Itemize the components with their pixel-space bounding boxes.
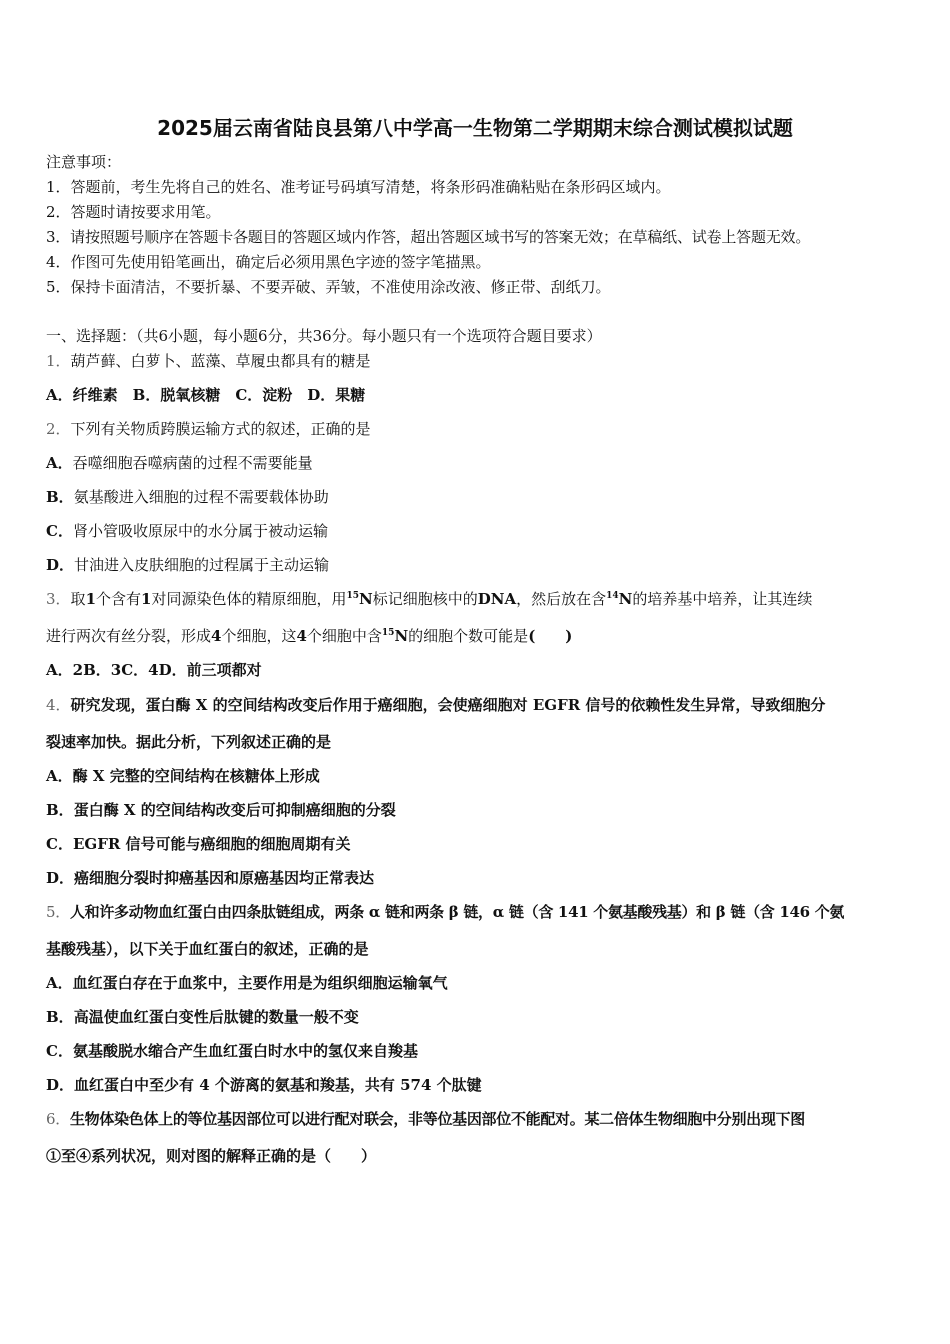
question-4-option-b (46, 800, 910, 820)
option-text: 肾小管吸收原尿中的水分属于被动运输 (72, 522, 328, 540)
q3-number-value: 4 (211, 627, 222, 645)
q3-text: 标记细胞核中的 (372, 590, 478, 608)
option-text: 血红蛋白存在于血浆中，主要作用是为组织细胞运输氧气 (72, 974, 448, 992)
q3-text: 进行两次有丝分裂，形成 (46, 627, 212, 645)
q3-text: 个细胞，这 (221, 627, 297, 645)
notice-item-5: 5．保持卡面清洁，不要折暴、不要弄破、弄皱，不准使用涂改液、修正带、刮纸刀。 (46, 278, 611, 296)
question-4-option-d (46, 868, 910, 888)
q3-text: 对同源染色体的精原细胞，用 (151, 590, 347, 608)
question-6-stem-line-1 (46, 1109, 910, 1129)
question-6-number: 6． (46, 1110, 70, 1128)
question-2-number: 2． (46, 420, 71, 438)
q3-text: ，然后放在含 (516, 590, 607, 608)
q3-element-symbol: N (394, 627, 409, 645)
question-5-text: 人和许多动物血红蛋白由四条肽链组成，两条 α 链和两条 β 链，α 链（含 141 个氨基酸残基）和 β 链（含 146 个氨 (69, 903, 845, 921)
question-1-number: 1． (46, 352, 71, 370)
option-text: 蛋白酶 X 的空间结构改变后可抑制癌细胞的分裂 (73, 801, 396, 819)
question-5-stem-line-1 (46, 902, 910, 922)
q3-number-value: 1 (85, 590, 96, 608)
option-text: 高温使血红蛋白变性后肽键的数量一般不变 (73, 1008, 359, 1026)
notice-item-1: 1．答题前，考生先将自己的姓名、准考证号码填写清楚，将条形码准确粘贴在条形码区域内。 (46, 178, 671, 196)
option-label: C． (46, 1042, 73, 1060)
q3-element-symbol: N (618, 590, 633, 608)
q3-text: 取 (70, 590, 86, 608)
question-6-text: 生物体染色体上的等位基因部位可以进行配对联会，非等位基因部位不能配对。某二倍体生物细胞中分别出现下图 (69, 1110, 805, 1128)
q3-text: 个细胞中含 (306, 627, 382, 645)
option-text: 氨基酸脱水缩合产生血红蛋白时水中的氢仅来自羧基 (72, 1042, 418, 1060)
question-4-text: 研究发现，蛋白酶 X 的空间结构改变后作用于癌细胞，会使癌细胞对 EGFR 信号的依赖性发生异常，导致细胞分 (70, 696, 826, 714)
option-text: 癌细胞分裂时抑癌基因和原癌基因均正常表达 (74, 869, 375, 887)
notice-item-3: 3．请按照题号顺序在答题卡各题目的答题区域内作答，超出答题区域书写的答案无效；在草稿纸、试卷上答题无效。 (46, 228, 811, 246)
question-5-stem-line-2: 基酸残基），以下关于血红蛋白的叙述，正确的是 (46, 940, 369, 958)
q3-dna: DNA (477, 590, 517, 608)
notice-item-4: 4．作图可先使用铅笔画出，确定后必须用黑色字迹的签字笔描黑。 (46, 253, 491, 271)
q3-answer-blank: ( ) (528, 627, 573, 645)
option-label: A． (46, 974, 73, 992)
question-3-stem-line-2 (46, 626, 910, 646)
option-label: C． (46, 522, 73, 540)
option-label: A． (46, 767, 73, 785)
q3-isotope-superscript: 15 (346, 591, 359, 601)
question-2-option-d (46, 555, 910, 575)
question-4-option-a (46, 766, 910, 786)
notice-heading: 注意事项： (46, 153, 122, 171)
option-text: 酶 X 完整的空间结构在核糖体上形成 (72, 767, 320, 785)
question-4-stem-line-2: 裂速率加快。据此分析，下列叙述正确的是 (46, 733, 332, 751)
option-text: 血红蛋白中至少有 4 个游离的氨基和羧基，共有 574 个肽键 (74, 1076, 482, 1094)
option-label: B． (46, 801, 74, 819)
question-2-text: 下列有关物质跨膜运输方式的叙述，正确的是 (70, 420, 371, 438)
question-5-option-d (46, 1075, 910, 1095)
q3-text: 的细胞个数可能是 (408, 627, 529, 645)
question-1-text: 葫芦藓、白萝卜、蓝藻、草履虫都具有的糖是 (70, 352, 371, 370)
question-3-number: 3． (46, 590, 71, 608)
question-2-option-b (46, 487, 910, 507)
option-label: D． (46, 556, 75, 574)
question-1-stem (46, 351, 910, 371)
q3-isotope-superscript: 15 (381, 628, 395, 638)
question-5-option-a (46, 973, 910, 993)
q3-number-value: 4 (296, 627, 307, 645)
q3-number-value: 1 (141, 590, 152, 608)
q3-isotope-superscript: 14 (606, 591, 619, 601)
question-4-option-c (46, 834, 910, 854)
option-label: C． (46, 835, 73, 853)
option-label: B． (46, 1008, 74, 1026)
question-5-option-b (46, 1007, 910, 1027)
option-label: A． (46, 454, 73, 472)
option-label: D． (46, 1076, 75, 1094)
option-text: 甘油进入皮肤细胞的过程属于主动运输 (74, 556, 330, 574)
option-text: 吞噬细胞吞噬病菌的过程不需要能量 (72, 454, 313, 472)
question-2-option-a (46, 453, 910, 473)
notice-item-2: 2．答题时请按要求用笔。 (46, 203, 221, 221)
question-6-stem-line-2: ①至④系列状况，则对图的解释正确的是（ ） (46, 1147, 377, 1165)
question-1-options: A．纤维素 B．脱氧核糖 C．淀粉 D．果糖 (46, 386, 366, 404)
q3-text: 的培养基中培养，让其连续 (632, 590, 813, 608)
option-label: D． (46, 869, 75, 887)
question-2-stem (46, 419, 910, 439)
page-title: 2025届云南省陆良县第八中学高一生物第二学期期末综合测试模拟试题 (157, 116, 793, 140)
option-text: 氨基酸进入细胞的过程不需要载体协助 (73, 488, 329, 506)
question-4-stem-line-1 (46, 695, 910, 715)
section-heading: 一、选择题：（共6小题，每小题6分，共36分。每小题只有一个选项符合题目要求） (46, 327, 602, 345)
q3-element-symbol: N (359, 590, 373, 608)
question-3-stem-line-1 (46, 589, 910, 609)
question-5-number: 5． (46, 903, 70, 921)
option-text: EGFR 信号可能与癌细胞的细胞周期有关 (72, 835, 351, 853)
question-2-option-c (46, 521, 910, 541)
q3-text: 个含有 (96, 590, 142, 608)
question-3-options: A．2B．3C．4D．前三项都对 (46, 661, 262, 679)
question-4-number: 4． (46, 696, 71, 714)
question-5-option-c (46, 1041, 910, 1061)
option-label: B． (46, 488, 74, 506)
